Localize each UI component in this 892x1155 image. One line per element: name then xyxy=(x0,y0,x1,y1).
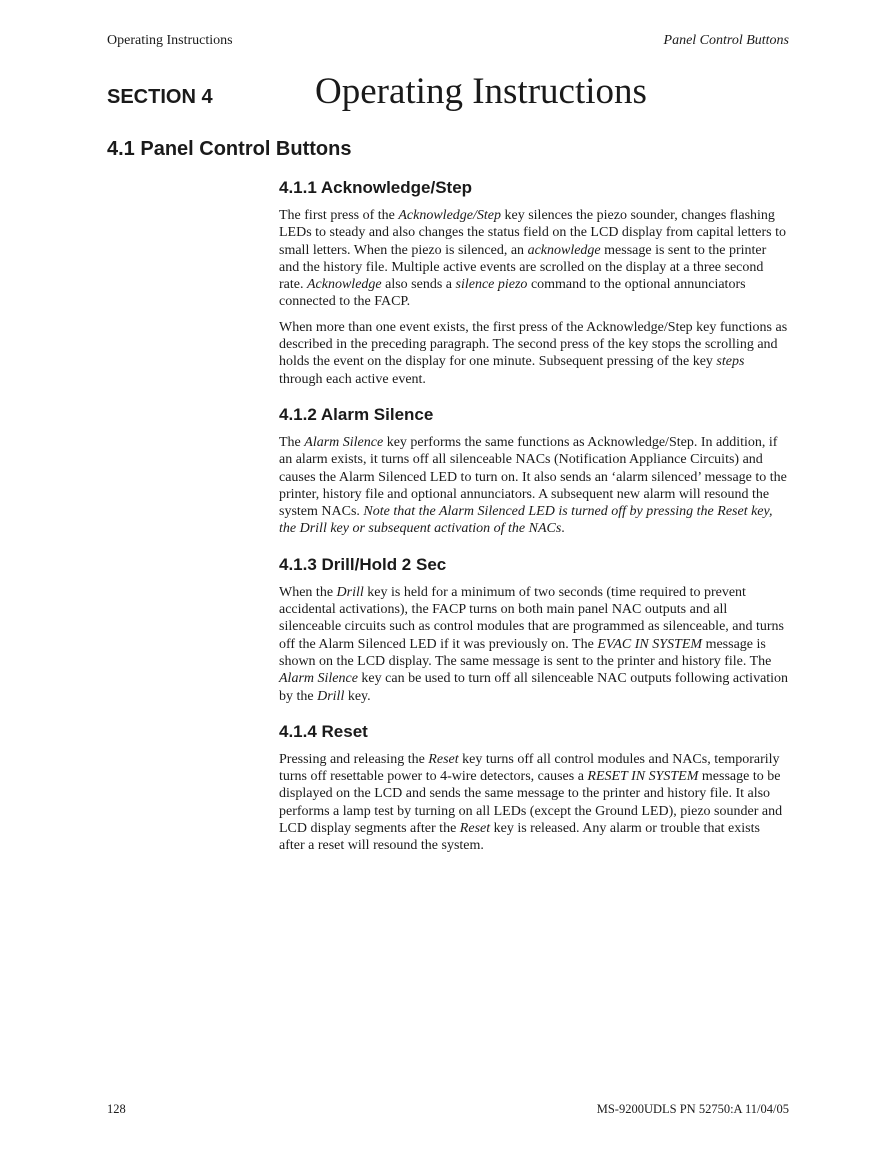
body-paragraph xyxy=(279,751,789,855)
running-header-right: Panel Control Buttons xyxy=(663,33,789,48)
text-run: key can be used to turn off all silenceable NAC outputs following activation by the xyxy=(279,671,789,704)
italic-text: silence piezo xyxy=(455,277,528,293)
text-run: key silences the piezo sounder, changes flashing LEDs to steady and also changes the status field on the LCD display from capital letters to small letters. When the piezo is silenced, an xyxy=(279,208,786,258)
running-header-left: Operating Instructions xyxy=(107,33,233,48)
text-run: message to be displayed on the LCD and sends the same message to the printer and history file. It also performs a lamp test by turning on all LEDs (except the Ground LED), piezo sounder and LCD display segments after the xyxy=(279,769,783,837)
body-paragraph xyxy=(279,207,789,311)
text-run: The xyxy=(279,434,305,450)
text-run: command to the optional annunciators connected to the FACP. xyxy=(279,277,746,310)
text-run: When more than one event exists, the first press of the Acknowledge/Step key functions as described in the preceding paragraph. The second press of the key stops the scrolling and holds the event on the display for one minute. Subsequent pressing of the key xyxy=(279,319,788,370)
body-paragraph xyxy=(279,434,789,538)
body-paragraph xyxy=(279,319,789,388)
text-run: key. xyxy=(344,688,371,704)
italic-text: Acknowledge xyxy=(306,277,382,293)
italic-text: Drill xyxy=(336,584,364,600)
page-footer xyxy=(107,1102,789,1117)
subsection-heading: 4.1.1 Acknowledge/Step xyxy=(279,178,473,197)
text-run: also sends a xyxy=(381,277,456,293)
text-run: key performs the same functions as Acknowledge/Step. In addition, if an alarm exists, it turns off all silenceable NACs (Notification Appliance Circuits) and causes the Alarm Silenced LED to turn on. It also sends an ‘alarm silenced’ message to the printer, history file and optional annunciators. A subsequent new alarm will resound the system NACs. xyxy=(279,434,787,520)
text-run: key turns off all control modules and NACs, temporarily turns off resettable power to 4-wire detectors, causes a xyxy=(279,751,780,785)
heading-panel-control-buttons: 4.1 Panel Control Buttons xyxy=(107,138,352,160)
text-run: key is released. Any alarm or trouble that exists after a reset will resound the system. xyxy=(279,821,760,854)
subsection xyxy=(279,722,789,855)
text-run: When the xyxy=(279,584,337,600)
subsection-heading: 4.1.3 Drill/Hold 2 Sec xyxy=(279,554,447,574)
italic-text: Note that the Alarm Silenced LED is turned off by pressing the Reset key, the Drill key or subsequent activation of the NACs xyxy=(279,504,773,537)
running-header xyxy=(107,33,789,49)
document-id: MS-9200UDLS PN 52750:A 11/04/05 xyxy=(596,1102,789,1116)
italic-text: Drill xyxy=(317,688,345,704)
italic-text: Reset xyxy=(459,821,491,837)
body-paragraph xyxy=(279,584,789,705)
text-run: Pressing and releasing the xyxy=(279,751,429,767)
text-run: key is held for a minimum of two seconds (time required to prevent accidental activations), the FACP turns on both main panel NAC outputs and all silenceable circuits such as control modules that are programmed as silenceable, and turns off the Alarm Silenced LED if it was previously on. The xyxy=(279,584,784,652)
italic-text: RESET IN SYSTEM xyxy=(587,769,699,785)
italic-text: EVAC IN SYSTEM xyxy=(597,636,703,652)
section-title: Operating Instructions xyxy=(315,71,647,112)
italic-text: Reset xyxy=(428,751,459,767)
section-title-row xyxy=(107,70,807,120)
subsection xyxy=(279,555,789,705)
italic-text: Alarm Silence xyxy=(279,671,358,687)
subsection-heading: 4.1.4 Reset xyxy=(279,721,368,741)
text-run: . xyxy=(561,521,565,537)
body-content xyxy=(279,178,789,872)
italic-text: Acknowledge/Step xyxy=(398,208,501,223)
subsection xyxy=(279,405,789,538)
text-run: message is sent to the printer and the history file. Multiple active events are scrolled on the display at a three second rate. xyxy=(279,242,767,293)
text-run: The first press of the xyxy=(279,208,399,223)
italic-text: steps xyxy=(716,354,745,370)
section-label: SECTION 4 xyxy=(107,86,213,108)
text-run: through each active event. xyxy=(279,371,426,387)
text-run: message is shown on the LCD display. The same message is sent to the printer and history file. The xyxy=(279,636,772,669)
italic-text: Alarm Silence xyxy=(304,434,384,450)
subsection-heading: 4.1.2 Alarm Silence xyxy=(279,404,434,424)
page-number: 128 xyxy=(107,1102,126,1116)
subsection xyxy=(279,178,789,388)
italic-text: acknowledge xyxy=(527,242,601,258)
